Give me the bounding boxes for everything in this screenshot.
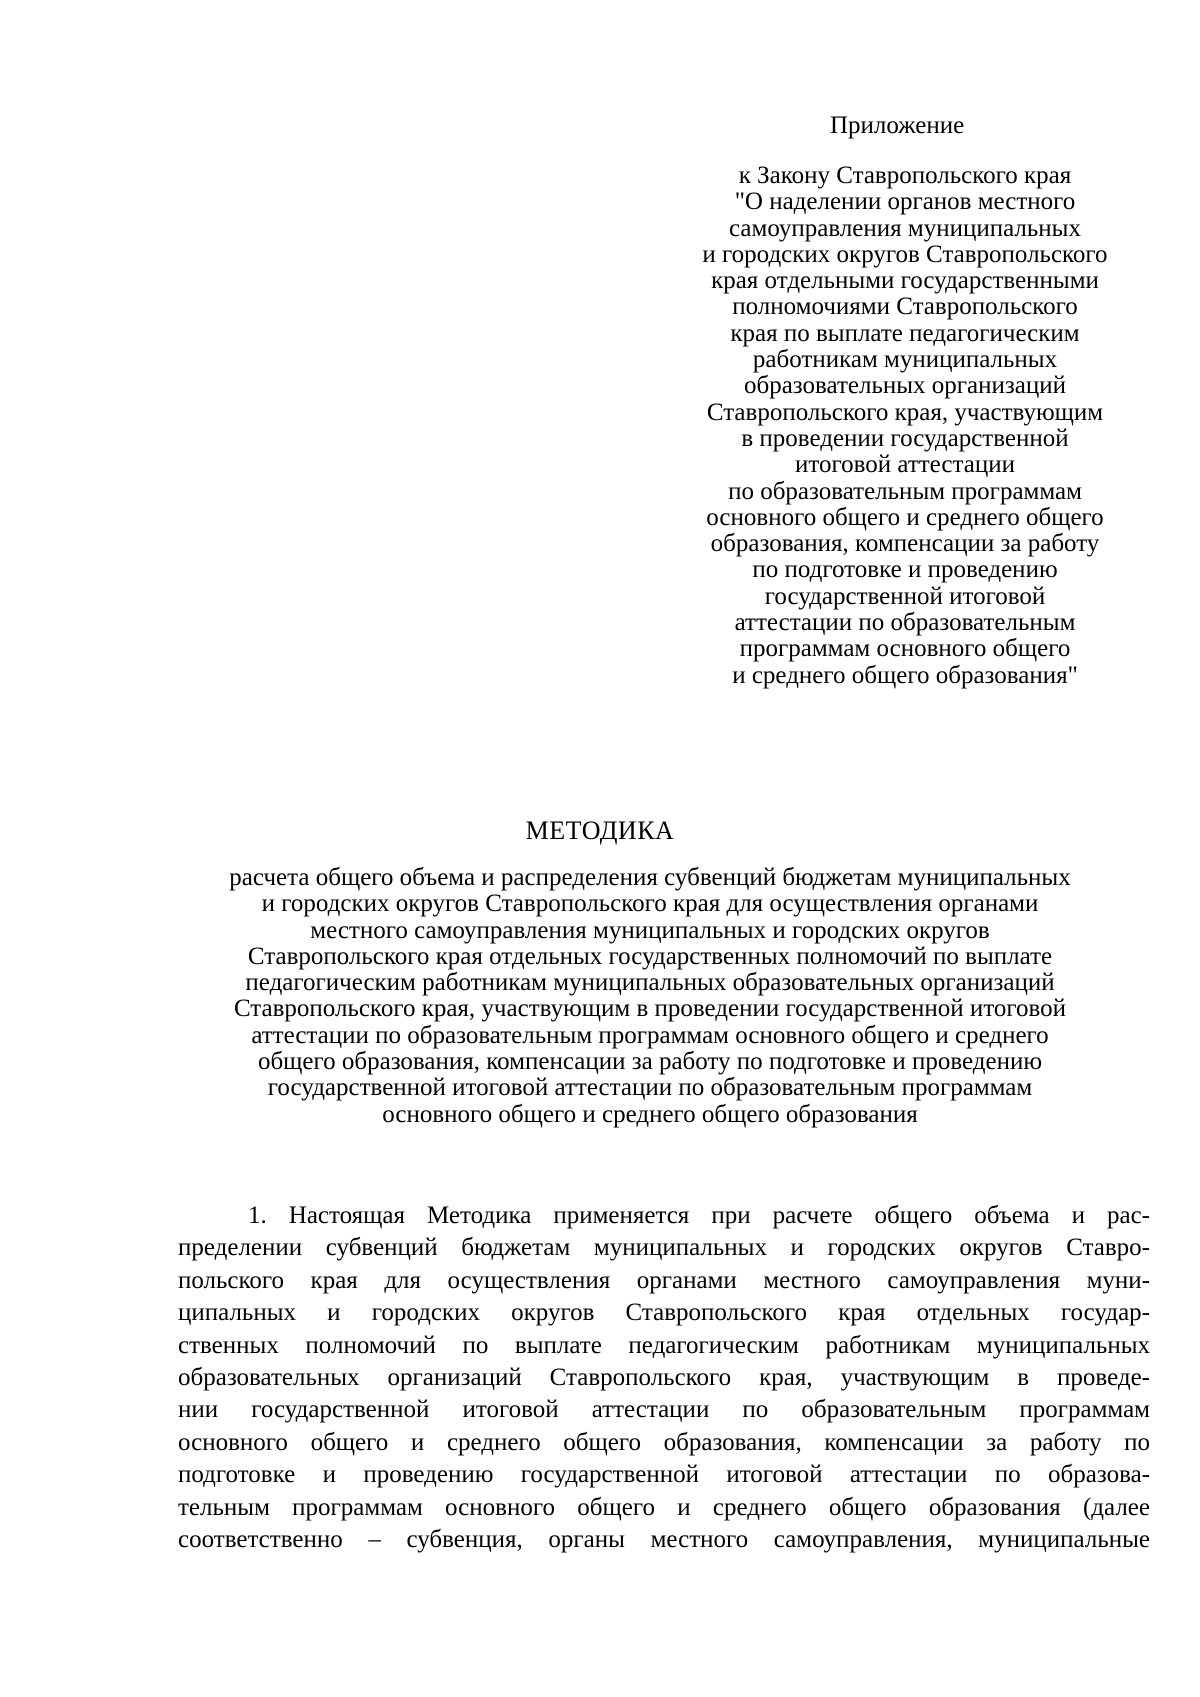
paragraph-line: образовательных организаций Ставропольского края, участвующим в проведе- [178, 1364, 1150, 1392]
appendix-line: программам основного общего [739, 635, 1071, 663]
paragraph-line: основного общего и среднего общего образования, компенсации за работу по [178, 1428, 1150, 1456]
paragraph-line: польского края для осуществления органами местного самоуправления муни- [178, 1266, 1150, 1294]
appendix-line: основного общего и среднего общего [706, 503, 1104, 531]
paragraph-line: нии государственной итоговой аттестации по образовательным программам [178, 1396, 1150, 1424]
appendix-line: образовательных организаций [743, 372, 1066, 400]
appendix-line: края по выплате педагогическим [730, 319, 1080, 347]
subtitle-line: общего образования, компенсации за работу по подготовке и проведению [257, 1048, 1043, 1076]
appendix-line: в проведении государственной [741, 424, 1069, 452]
appendix-line: по подготовке и проведению [752, 556, 1058, 584]
subtitle-line: государственной итоговой аттестации по образовательным программам [267, 1074, 1033, 1102]
appendix-line: государственной итоговой [764, 582, 1046, 610]
subtitle-line: аттестации по образовательным программам основного общего и среднего [251, 1021, 1049, 1049]
document-subtitle [150, 865, 1150, 1128]
appendix-line: по образовательным программам [728, 477, 1082, 505]
appendix-line: "О наделении органов местного [734, 188, 1076, 216]
paragraph-line: пределении субвенций бюджетам муниципальных и городских округов Ставро- [178, 1234, 1150, 1262]
appendix-line: полномочиями Ставропольского [732, 293, 1078, 321]
subtitle-line: местного самоуправления муниципальных и городских округов [310, 916, 990, 944]
subtitle-line: расчета общего объема и распределения субвенций бюджетам муниципальных [229, 864, 1071, 891]
subtitle-line: основного общего и среднего общего образования [382, 1100, 918, 1128]
appendix-line: Ставропольского края, участвующим [706, 398, 1104, 426]
paragraph-line: ственных полномочий по выплате педагогическим работникам муниципальных [178, 1331, 1150, 1359]
subtitle-line: и городских округов Ставропольского края для осуществления органами [261, 890, 1039, 918]
appendix-line: работникам муниципальных [752, 346, 1058, 374]
appendix-line: аттестации по образовательным [734, 609, 1076, 637]
appendix-line: к Закону Ставропольского края [738, 162, 1072, 189]
appendix-line: и среднего общего образования" [732, 661, 1078, 689]
paragraph-line: соответственно – субвенция, органы местного самоуправления, муниципальные [178, 1526, 1150, 1554]
subtitle-line: Ставропольского края, участвующим в проведении государственной итоговой [233, 995, 1067, 1023]
appendix-line: образования, компенсации за работу [710, 530, 1100, 558]
paragraph-line: подготовке и проведению государственной итоговой аттестации по образова- [178, 1461, 1150, 1489]
subtitle-line: педагогическим работникам муниципальных образовательных организаций [245, 969, 1055, 997]
appendix-heading: Приложение [830, 112, 965, 139]
appendix-line: края отдельными государственными [711, 267, 1099, 295]
body-paragraph-1 [178, 1200, 1150, 1556]
subtitle-line: Ставропольского края отдельных государственных полномочий по выплате [247, 942, 1053, 970]
paragraph-line: 1. Настоящая Методика применяется при расчете общего объема и рас- [248, 1202, 1150, 1229]
appendix-line: и городских округов Ставропольского [702, 240, 1108, 268]
paragraph-line: ципальных и городских округов Ставропольского края отдельных государ- [178, 1299, 1150, 1327]
paragraph-line: тельным программам основного общего и среднего общего образования (далее [178, 1493, 1150, 1521]
appendix-line: самоуправления муниципальных [729, 214, 1081, 242]
appendix-reference [660, 163, 1150, 689]
appendix-line: итоговой аттестации [795, 451, 1015, 479]
document-title: МЕТОДИКА [525, 816, 675, 845]
